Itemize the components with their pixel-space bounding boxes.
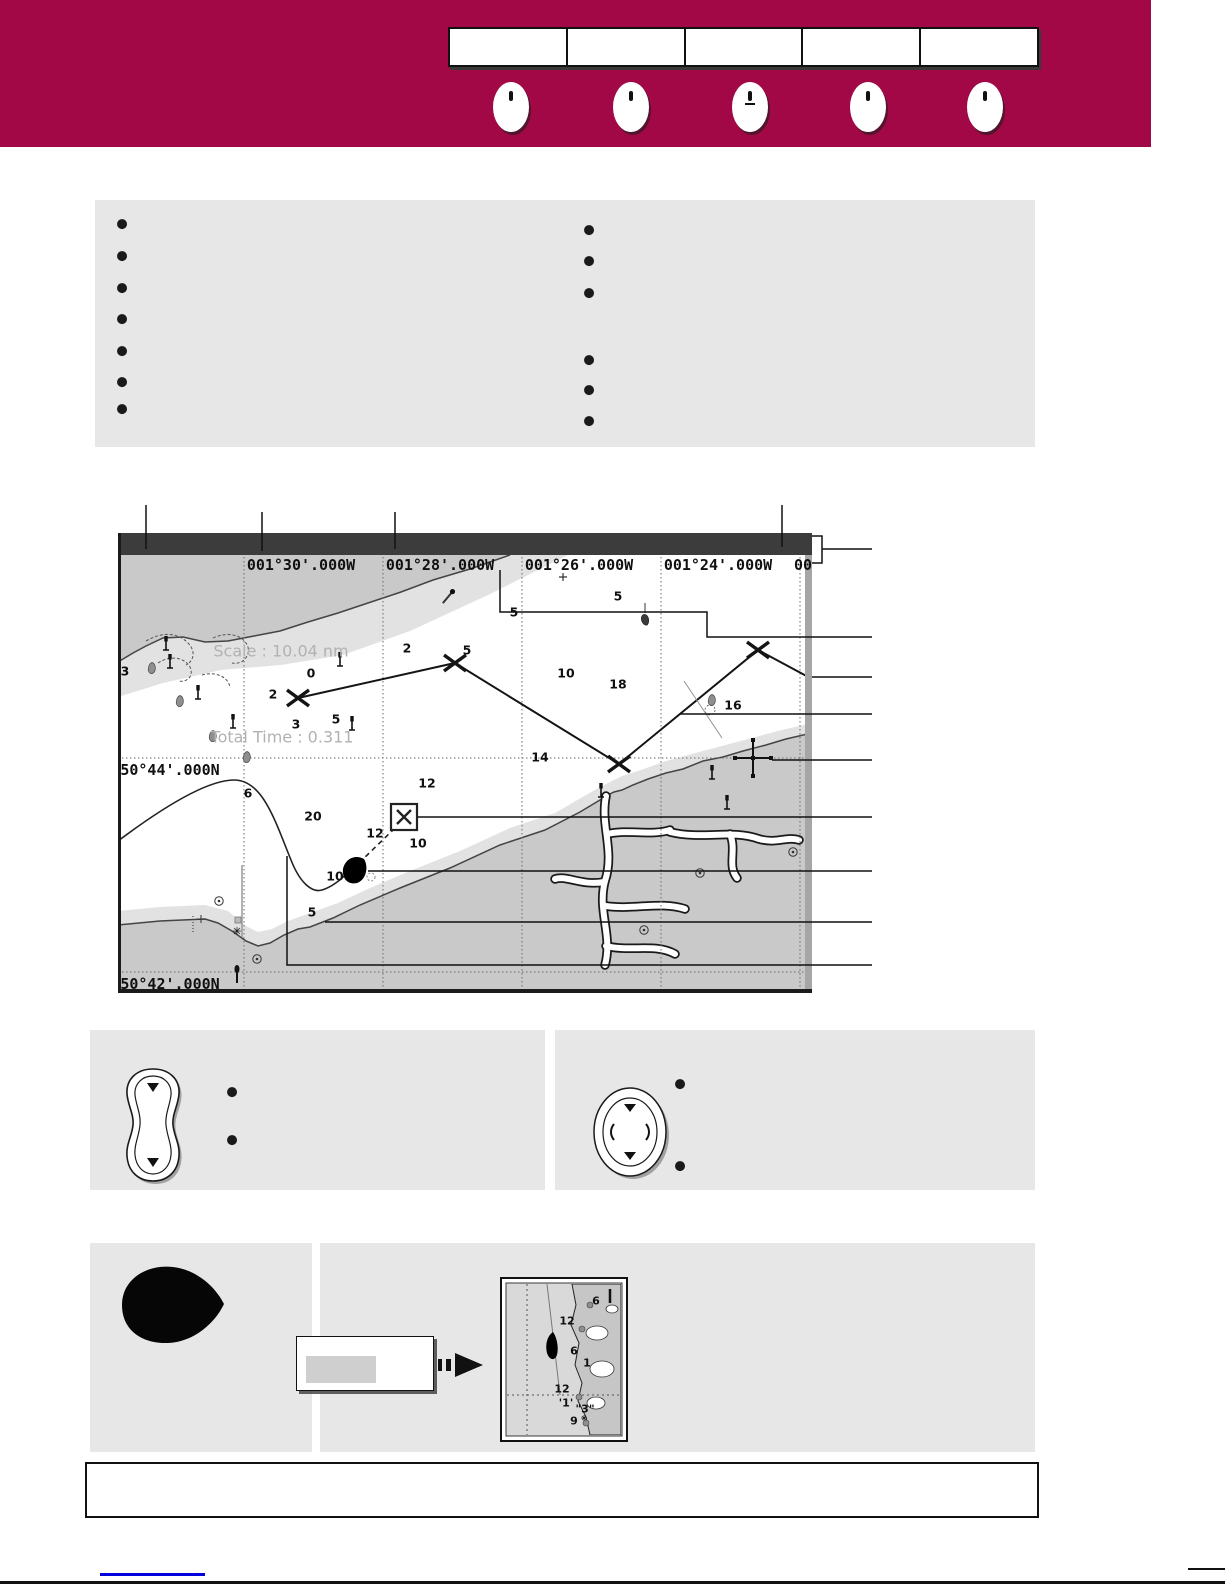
softkey-button-4 bbox=[850, 82, 886, 132]
depths-label: 5 bbox=[462, 642, 472, 658]
trackpad-key-icon bbox=[590, 1085, 672, 1181]
softkey-label-slot-4 bbox=[803, 29, 921, 65]
softkey-popup-highlight bbox=[306, 1356, 376, 1383]
coords-label: 50°44'.000N bbox=[120, 761, 220, 779]
depths-label: 18 bbox=[609, 676, 627, 692]
coords-label: 001°24'.000W bbox=[663, 556, 773, 574]
softkey-label-slot-1 bbox=[450, 29, 568, 65]
chart-status-bar bbox=[118, 533, 812, 555]
mini-chart bbox=[500, 1277, 628, 1442]
mini-label: 6 bbox=[570, 1344, 578, 1358]
key-slit-icon bbox=[509, 91, 513, 101]
bullets-label: ● bbox=[116, 280, 128, 296]
bullets-label: ● bbox=[226, 1132, 238, 1148]
mini-label: 12 bbox=[559, 1314, 575, 1328]
feature-list-box bbox=[95, 200, 1035, 447]
bullets-label: ● bbox=[116, 216, 128, 232]
softkey-button-5 bbox=[967, 82, 1003, 132]
bullets-label: ● bbox=[116, 248, 128, 264]
coords-label: 001°26'.000W bbox=[524, 556, 634, 574]
depths-label: 10 bbox=[557, 665, 575, 681]
softkey-label-slot-2 bbox=[568, 29, 686, 65]
key-slit-icon bbox=[866, 91, 870, 101]
mini-label: 12 bbox=[554, 1382, 570, 1396]
target-waypoint-icon bbox=[391, 804, 417, 830]
find-ship-key-icon bbox=[112, 1258, 228, 1350]
mini-label: "3" bbox=[575, 1402, 595, 1416]
chart-map bbox=[118, 533, 812, 993]
depths-label: 6 bbox=[243, 785, 253, 801]
mini-label: 1 bbox=[583, 1356, 591, 1370]
chart-right-edge bbox=[805, 555, 812, 993]
chart-bottom-border bbox=[118, 989, 812, 993]
coords-label: 001°30'.000W bbox=[246, 556, 356, 574]
depths-label: 5 bbox=[331, 711, 341, 727]
coords-label: 001°28'.000W bbox=[385, 556, 495, 574]
footer-link[interactable] bbox=[100, 1573, 205, 1576]
bullets-label: ● bbox=[226, 1084, 238, 1100]
depths-label: 0 bbox=[306, 665, 316, 681]
depths-label: 5 bbox=[509, 604, 519, 620]
page-bottom-rule bbox=[0, 1581, 1225, 1584]
depths-label: 2 bbox=[402, 640, 412, 656]
key-slit-icon bbox=[983, 91, 987, 101]
depths-label: 5 bbox=[613, 588, 623, 604]
bullets-label: ● bbox=[116, 374, 128, 390]
faded-label: Total Time : 0.311 bbox=[210, 727, 354, 747]
bullets-label: ● bbox=[583, 352, 595, 368]
header-band bbox=[0, 0, 1151, 147]
bullets-label: ● bbox=[583, 413, 595, 429]
bullets-label: ● bbox=[583, 285, 595, 301]
bullets-label: ● bbox=[674, 1158, 686, 1174]
softkey-button-1 bbox=[493, 82, 529, 132]
softkey-button-3 bbox=[732, 82, 768, 132]
softkey-label-slot-3 bbox=[686, 29, 804, 65]
depths-label: 3 bbox=[291, 716, 301, 732]
key-slit-icon bbox=[629, 91, 633, 101]
depths-label: 14 bbox=[531, 749, 549, 765]
bullets-label: ● bbox=[674, 1076, 686, 1092]
softkey-label-slot-5 bbox=[921, 29, 1037, 65]
bullets-label: ● bbox=[116, 401, 128, 417]
note-box bbox=[85, 1462, 1039, 1518]
status-bar-bracket bbox=[812, 536, 822, 563]
bullets-label: ● bbox=[583, 222, 595, 238]
footer-short-rule bbox=[1188, 1568, 1225, 1570]
depths-label: 12 bbox=[418, 775, 436, 791]
mini-label: 9 bbox=[570, 1414, 578, 1428]
key-underline-icon bbox=[745, 103, 755, 105]
depths-label: 10 bbox=[326, 868, 344, 884]
softkey-popup-box bbox=[296, 1336, 434, 1391]
chart-screenshot bbox=[118, 533, 812, 993]
bullets-label: ● bbox=[583, 382, 595, 398]
key-slit-icon bbox=[748, 91, 752, 101]
depths-label: 10 bbox=[409, 835, 427, 851]
softkey-button-2 bbox=[613, 82, 649, 132]
softkey-bar bbox=[448, 27, 1039, 67]
chart-left-border bbox=[118, 533, 121, 993]
depths-label: 2 bbox=[268, 686, 278, 702]
mini-label: 6 bbox=[592, 1294, 600, 1308]
faded-label: Scale : 10.04 nm bbox=[213, 641, 349, 661]
coords-label: 50°42'.000N bbox=[120, 975, 220, 993]
mini-label: '1' bbox=[558, 1396, 574, 1410]
range-rocker-key-icon bbox=[118, 1066, 188, 1184]
coords-label: 00 bbox=[793, 556, 813, 574]
bullets-label: ● bbox=[116, 343, 128, 359]
bullets-label: ● bbox=[583, 253, 595, 269]
depths-label: 20 bbox=[304, 808, 322, 824]
result-arrow-icon bbox=[438, 1348, 484, 1382]
depths-label: 5 bbox=[307, 904, 317, 920]
bullets-label: ● bbox=[116, 311, 128, 327]
depths-label: 16 bbox=[724, 697, 742, 713]
depths-label: 3 bbox=[120, 663, 130, 679]
depths-label: 12 bbox=[366, 825, 384, 841]
